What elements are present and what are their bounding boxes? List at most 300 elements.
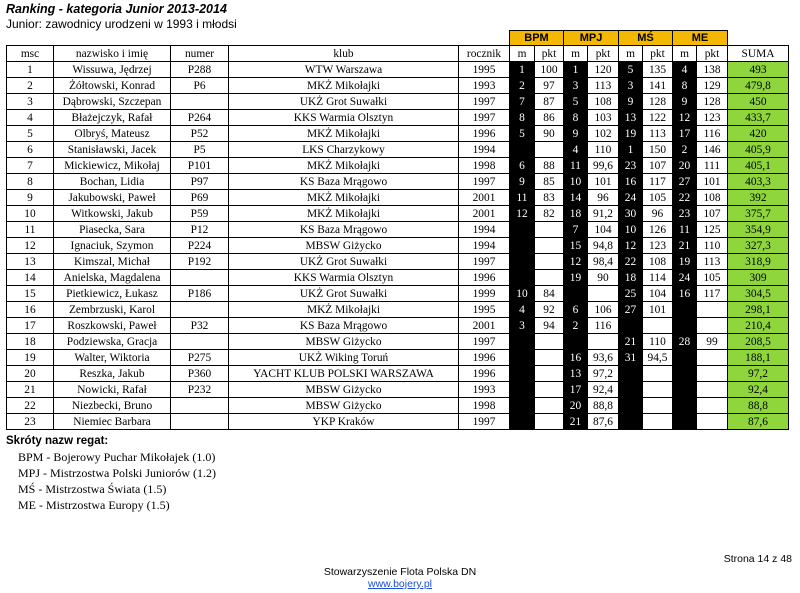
cell-numer: P101 [171, 158, 229, 174]
cell-pkt: 101 [643, 302, 673, 318]
cell-pkt: 105 [697, 270, 728, 286]
cell-klub: MBSW Giżycko [229, 398, 459, 414]
cell-m [673, 382, 697, 398]
cell-m: 22 [619, 254, 643, 270]
column-header-row [7, 46, 789, 62]
cell-klub: YACHT KLUB POLSKI WARSZAWA [229, 366, 459, 382]
table-row [7, 238, 789, 254]
cell-m: 3 [564, 78, 588, 94]
cell-name: Anielska, Magdalena [54, 270, 171, 286]
cell-pkt [535, 238, 564, 254]
cell-m: 5 [564, 94, 588, 110]
cell-m: 9 [673, 94, 697, 110]
cell-rocznik: 1997 [459, 174, 510, 190]
cell-m: 21 [619, 334, 643, 350]
cell-m: 18 [619, 270, 643, 286]
cell-pkt: 92,4 [588, 382, 619, 398]
cell-pkt: 88,8 [588, 398, 619, 414]
cell-m: 30 [619, 206, 643, 222]
cell-m: 17 [564, 382, 588, 398]
regatta-group-row [7, 31, 789, 46]
header-msc: msc [7, 46, 54, 62]
cell-pkt [588, 286, 619, 302]
cell-pkt [535, 350, 564, 366]
cell-numer [171, 414, 229, 430]
cell-pkt: 108 [697, 190, 728, 206]
cell-suma: 210,4 [728, 318, 789, 334]
cell-m: 13 [564, 366, 588, 382]
header-pkt: pkt [588, 46, 619, 62]
cell-pkt: 94 [535, 318, 564, 334]
cell-pkt: 90 [535, 126, 564, 142]
cell-suma: 309 [728, 270, 789, 286]
legend-item: MPJ - Mistrzostwa Polski Juniorów (1.2) [18, 466, 217, 480]
cell-rocznik: 1998 [459, 398, 510, 414]
cell-msc: 12 [7, 238, 54, 254]
cell-m [673, 366, 697, 382]
cell-pkt [535, 142, 564, 158]
cell-m [510, 366, 535, 382]
cell-pkt [535, 270, 564, 286]
cell-numer: P97 [171, 174, 229, 190]
cell-suma: 479,8 [728, 78, 789, 94]
cell-m: 15 [564, 238, 588, 254]
cell-pkt: 108 [588, 94, 619, 110]
cell-msc: 8 [7, 174, 54, 190]
cell-klub: UKŻ Grot Suwałki [229, 94, 459, 110]
cell-pkt: 108 [643, 254, 673, 270]
table-row [7, 78, 789, 94]
cell-numer [171, 334, 229, 350]
cell-m [673, 302, 697, 318]
table-row [7, 94, 789, 110]
table-row [7, 366, 789, 382]
cell-name: Kimszal, Michał [54, 254, 171, 270]
cell-pkt: 120 [588, 62, 619, 78]
table-row [7, 222, 789, 238]
table-row [7, 110, 789, 126]
cell-msc: 19 [7, 350, 54, 366]
cell-name: Mickiewicz, Mikołaj [54, 158, 171, 174]
cell-klub: KS Baza Mrągowo [229, 222, 459, 238]
cell-pkt [697, 318, 728, 334]
cell-klub: WTW Warszawa [229, 62, 459, 78]
cell-klub: MKŻ Mikołajki [229, 78, 459, 94]
cell-m: 17 [673, 126, 697, 142]
cell-name: Pietkiewicz, Łukasz [54, 286, 171, 302]
cell-pkt: 110 [697, 238, 728, 254]
cell-pkt: 94,5 [643, 350, 673, 366]
cell-pkt: 117 [643, 174, 673, 190]
cell-klub: UKŻ Wiking Toruń [229, 350, 459, 366]
cell-m: 1 [619, 142, 643, 158]
cell-m [619, 318, 643, 334]
cell-numer: P224 [171, 238, 229, 254]
cell-pkt: 117 [697, 286, 728, 302]
cell-m: 28 [673, 334, 697, 350]
cell-m [619, 382, 643, 398]
header-m: m [564, 46, 588, 62]
cell-pkt: 99,6 [588, 158, 619, 174]
document-subtitle: Junior: zawodnicy urodzeni w 1993 i młodsi [6, 17, 237, 31]
cell-m: 2 [564, 318, 588, 334]
table-row [7, 158, 789, 174]
cell-numer: P32 [171, 318, 229, 334]
cell-rocznik: 1995 [459, 62, 510, 78]
cell-m: 9 [510, 174, 535, 190]
cell-pkt [535, 254, 564, 270]
cell-pkt: 113 [643, 126, 673, 142]
cell-klub: KS Baza Mrągowo [229, 318, 459, 334]
legend [6, 433, 217, 513]
cell-pkt: 99 [697, 334, 728, 350]
table-row [7, 174, 789, 190]
cell-name: Ignaciuk, Szymon [54, 238, 171, 254]
cell-m [510, 254, 535, 270]
cell-pkt [535, 222, 564, 238]
cell-numer: P360 [171, 366, 229, 382]
cell-m: 11 [510, 190, 535, 206]
cell-name: Żółtowski, Konrad [54, 78, 171, 94]
cell-m: 19 [673, 254, 697, 270]
cell-suma: 188,1 [728, 350, 789, 366]
cell-m: 23 [673, 206, 697, 222]
table-row [7, 398, 789, 414]
cell-klub: MKŻ Mikołajki [229, 302, 459, 318]
cell-m: 6 [564, 302, 588, 318]
legend-item: ME - Mistrzostwa Europy (1.5) [18, 498, 170, 512]
cell-pkt: 101 [697, 174, 728, 190]
cell-pkt: 91,2 [588, 206, 619, 222]
cell-numer: P69 [171, 190, 229, 206]
cell-pkt [643, 414, 673, 430]
cell-numer: P5 [171, 142, 229, 158]
cell-klub: UKŻ Grot Suwałki [229, 254, 459, 270]
cell-pkt: 87 [535, 94, 564, 110]
cell-rocznik: 1998 [459, 158, 510, 174]
cell-numer [171, 398, 229, 414]
cell-rocznik: 1996 [459, 270, 510, 286]
cell-m [673, 350, 697, 366]
cell-m [673, 318, 697, 334]
cell-m: 27 [619, 302, 643, 318]
cell-m: 14 [564, 190, 588, 206]
cell-msc: 13 [7, 254, 54, 270]
cell-m [510, 270, 535, 286]
cell-m: 3 [619, 78, 643, 94]
cell-pkt: 90 [588, 270, 619, 286]
cell-m: 8 [564, 110, 588, 126]
legend-item: MŚ - Mistrzostwa Świata (1.5) [18, 482, 167, 496]
cell-m: 12 [510, 206, 535, 222]
cell-pkt [643, 398, 673, 414]
cell-m: 12 [673, 110, 697, 126]
cell-msc: 14 [7, 270, 54, 286]
cell-pkt: 106 [588, 302, 619, 318]
cell-pkt: 87,6 [588, 414, 619, 430]
table-row [7, 302, 789, 318]
cell-msc: 2 [7, 78, 54, 94]
cell-pkt [588, 334, 619, 350]
cell-msc: 21 [7, 382, 54, 398]
cell-m: 10 [564, 174, 588, 190]
cell-name: Jakubowski, Paweł [54, 190, 171, 206]
cell-suma: 298,1 [728, 302, 789, 318]
cell-klub: UKŻ Grot Suwałki [229, 286, 459, 302]
cell-numer [171, 270, 229, 286]
cell-pkt: 128 [697, 94, 728, 110]
footer [0, 566, 800, 590]
cell-numer: P264 [171, 110, 229, 126]
cell-pkt [697, 302, 728, 318]
cell-suma: 493 [728, 62, 789, 78]
cell-pkt: 96 [643, 206, 673, 222]
table-row [7, 318, 789, 334]
cell-pkt: 135 [643, 62, 673, 78]
cell-pkt [535, 398, 564, 414]
cell-pkt: 141 [643, 78, 673, 94]
page-number: Strona 14 z 48 [723, 553, 792, 565]
cell-m [673, 398, 697, 414]
footer-link[interactable]: www.bojery.pl [368, 578, 432, 590]
cell-suma: 450 [728, 94, 789, 110]
cell-numer: P232 [171, 382, 229, 398]
cell-m: 12 [564, 254, 588, 270]
cell-pkt [643, 382, 673, 398]
cell-m [619, 366, 643, 382]
cell-pkt: 83 [535, 190, 564, 206]
cell-pkt: 110 [588, 142, 619, 158]
cell-pkt [697, 350, 728, 366]
cell-pkt: 98,4 [588, 254, 619, 270]
cell-pkt: 123 [643, 238, 673, 254]
cell-msc: 4 [7, 110, 54, 126]
cell-m [510, 142, 535, 158]
regatta-header-mpj: MPJ [564, 31, 619, 46]
cell-name: Wissuwa, Jędrzej [54, 62, 171, 78]
cell-suma: 405,9 [728, 142, 789, 158]
cell-m: 24 [619, 190, 643, 206]
cell-pkt: 97 [535, 78, 564, 94]
cell-m: 6 [510, 158, 535, 174]
cell-rocznik: 1996 [459, 350, 510, 366]
cell-rocznik: 1996 [459, 126, 510, 142]
cell-suma: 208,5 [728, 334, 789, 350]
cell-m: 20 [673, 158, 697, 174]
cell-pkt: 111 [697, 158, 728, 174]
cell-pkt: 85 [535, 174, 564, 190]
cell-m: 27 [673, 174, 697, 190]
cell-msc: 23 [7, 414, 54, 430]
cell-m: 2 [673, 142, 697, 158]
cell-rocznik: 1993 [459, 382, 510, 398]
cell-pkt: 126 [643, 222, 673, 238]
cell-msc: 9 [7, 190, 54, 206]
cell-m: 9 [564, 126, 588, 142]
cell-name: Zembrzuski, Karol [54, 302, 171, 318]
cell-numer [171, 302, 229, 318]
cell-numer: P6 [171, 78, 229, 94]
cell-m: 21 [673, 238, 697, 254]
cell-name: Roszkowski, Paweł [54, 318, 171, 334]
cell-klub: YKP Kraków [229, 414, 459, 430]
cell-klub: KKS Warmia Olsztyn [229, 270, 459, 286]
cell-m: 10 [510, 286, 535, 302]
cell-pkt [697, 414, 728, 430]
cell-m: 7 [510, 94, 535, 110]
table-row [7, 270, 789, 286]
cell-m [510, 382, 535, 398]
cell-rocznik: 1997 [459, 110, 510, 126]
cell-klub: KKS Warmia Olsztyn [229, 110, 459, 126]
cell-m: 8 [673, 78, 697, 94]
cell-pkt: 102 [588, 126, 619, 142]
cell-suma: 375,7 [728, 206, 789, 222]
header-m: m [673, 46, 697, 62]
regatta-header-me: ME [673, 31, 728, 46]
cell-msc: 5 [7, 126, 54, 142]
cell-m: 16 [564, 350, 588, 366]
cell-pkt: 129 [697, 78, 728, 94]
cell-pkt: 138 [697, 62, 728, 78]
cell-m: 31 [619, 350, 643, 366]
cell-pkt: 146 [697, 142, 728, 158]
cell-m [673, 414, 697, 430]
cell-klub: MBSW Giżycko [229, 382, 459, 398]
cell-m: 7 [564, 222, 588, 238]
cell-name: Niezbecki, Bruno [54, 398, 171, 414]
cell-klub: MKŻ Mikołajki [229, 206, 459, 222]
cell-name: Witkowski, Jakub [54, 206, 171, 222]
cell-msc: 10 [7, 206, 54, 222]
cell-pkt: 84 [535, 286, 564, 302]
regatta-header-bpm: BPM [510, 31, 564, 46]
cell-pkt: 122 [643, 110, 673, 126]
cell-pkt: 103 [588, 110, 619, 126]
cell-rocznik: 1999 [459, 286, 510, 302]
cell-suma: 92,4 [728, 382, 789, 398]
cell-suma: 97,2 [728, 366, 789, 382]
cell-pkt: 150 [643, 142, 673, 158]
cell-name: Piasecka, Sara [54, 222, 171, 238]
cell-m: 25 [619, 286, 643, 302]
ranking-table [6, 30, 789, 430]
cell-suma: 354,9 [728, 222, 789, 238]
table-row [7, 126, 789, 142]
footer-org: Stowarzyszenie Flota Polska DN [323, 566, 477, 578]
cell-m: 12 [619, 238, 643, 254]
cell-rocznik: 1994 [459, 238, 510, 254]
cell-m: 11 [673, 222, 697, 238]
header-suma: SUMA [728, 46, 789, 62]
cell-pkt: 96 [588, 190, 619, 206]
legend-item: BPM - Bojerowy Puchar Mikołajek (1.0) [18, 450, 216, 464]
table-row [7, 414, 789, 430]
cell-pkt: 104 [588, 222, 619, 238]
cell-pkt: 97,2 [588, 366, 619, 382]
cell-klub: KS Baza Mrągowo [229, 174, 459, 190]
cell-suma: 304,5 [728, 286, 789, 302]
cell-pkt: 94,8 [588, 238, 619, 254]
cell-name: Bochan, Lidia [54, 174, 171, 190]
cell-klub: LKS Charzykowy [229, 142, 459, 158]
header-klub: klub [229, 46, 459, 62]
cell-rocznik: 1994 [459, 142, 510, 158]
cell-name: Niemiec Barbara [54, 414, 171, 430]
cell-m: 5 [619, 62, 643, 78]
cell-pkt [697, 382, 728, 398]
header-numer: numer [171, 46, 229, 62]
cell-name: Błażejczyk, Rafał [54, 110, 171, 126]
cell-m: 9 [619, 94, 643, 110]
cell-msc: 17 [7, 318, 54, 334]
cell-pkt: 88 [535, 158, 564, 174]
cell-pkt: 110 [643, 334, 673, 350]
cell-m: 24 [673, 270, 697, 286]
cell-name: Walter, Wiktoria [54, 350, 171, 366]
cell-numer: P52 [171, 126, 229, 142]
cell-m: 1 [510, 62, 535, 78]
header-rocznik: rocznik [459, 46, 510, 62]
cell-name: Reszka, Jakub [54, 366, 171, 382]
cell-suma: 433,7 [728, 110, 789, 126]
cell-name: Stanisławski, Jacek [54, 142, 171, 158]
cell-suma: 88,8 [728, 398, 789, 414]
header-pkt: pkt [697, 46, 728, 62]
cell-suma: 87,6 [728, 414, 789, 430]
cell-m [510, 350, 535, 366]
cell-rocznik: 1994 [459, 222, 510, 238]
cell-klub: MKŻ Mikołajki [229, 158, 459, 174]
cell-pkt [643, 318, 673, 334]
cell-m: 23 [619, 158, 643, 174]
cell-m: 3 [510, 318, 535, 334]
cell-suma: 403,3 [728, 174, 789, 190]
cell-klub: MKŻ Mikołajki [229, 126, 459, 142]
table-row [7, 62, 789, 78]
cell-numer: P186 [171, 286, 229, 302]
cell-numer: P275 [171, 350, 229, 366]
cell-msc: 18 [7, 334, 54, 350]
cell-msc: 3 [7, 94, 54, 110]
cell-m: 13 [619, 110, 643, 126]
cell-m [564, 286, 588, 302]
cell-pkt: 113 [588, 78, 619, 94]
header-m: m [619, 46, 643, 62]
cell-name: Olbryś, Mateusz [54, 126, 171, 142]
cell-rocznik: 2001 [459, 318, 510, 334]
cell-pkt: 100 [535, 62, 564, 78]
cell-pkt [535, 414, 564, 430]
cell-m [510, 334, 535, 350]
cell-pkt: 123 [697, 110, 728, 126]
cell-pkt [697, 366, 728, 382]
cell-suma: 420 [728, 126, 789, 142]
cell-m: 2 [510, 78, 535, 94]
cell-rocznik: 1995 [459, 302, 510, 318]
table-row [7, 382, 789, 398]
cell-m [510, 222, 535, 238]
cell-pkt [643, 366, 673, 382]
cell-pkt: 92 [535, 302, 564, 318]
cell-pkt: 101 [588, 174, 619, 190]
cell-m: 19 [619, 126, 643, 142]
cell-pkt: 107 [697, 206, 728, 222]
cell-rocznik: 2001 [459, 206, 510, 222]
cell-m: 16 [619, 174, 643, 190]
table-row [7, 334, 789, 350]
table-row [7, 142, 789, 158]
